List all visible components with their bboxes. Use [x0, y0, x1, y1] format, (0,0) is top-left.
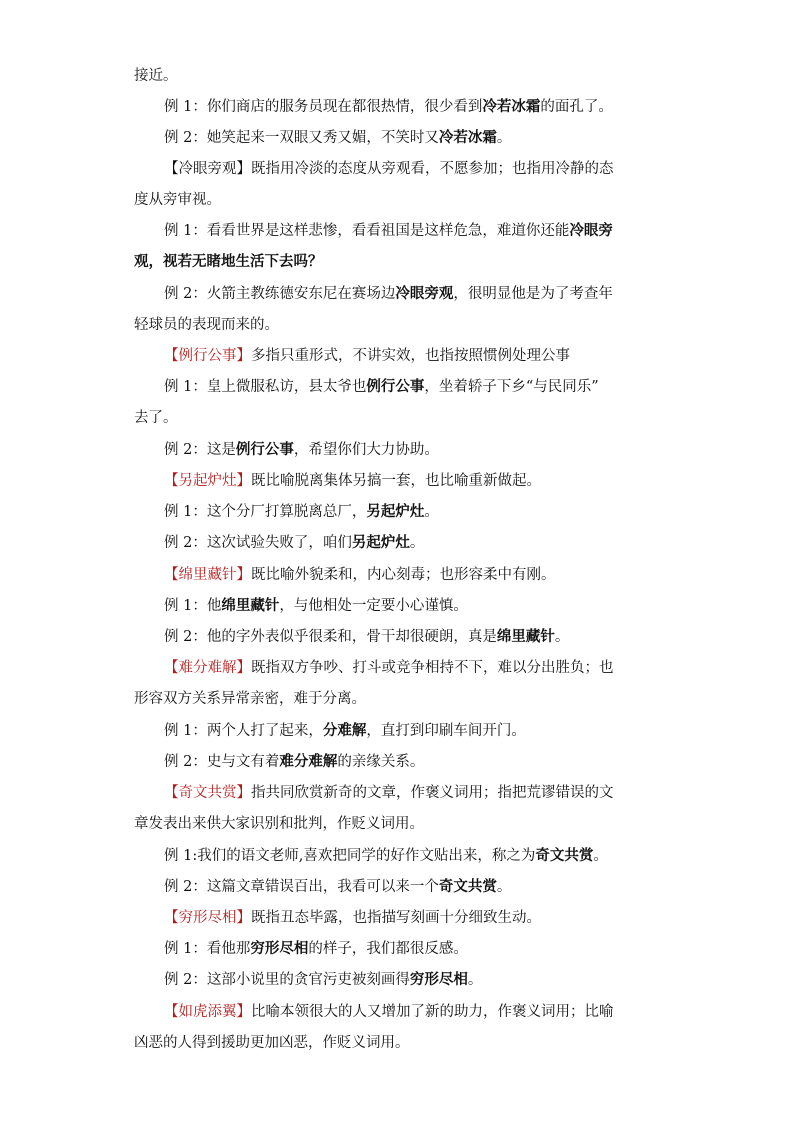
- text-run: 例 1：看看世界是这样悲惨，看看祖国是这样危急，难道你还能: [164, 223, 570, 239]
- text-run: ，坐着轿子下乡“与民同乐”: [424, 379, 599, 395]
- definition-line: [164, 908, 541, 928]
- text-run: 形容双方关系异常亲密，难于分离。: [134, 691, 366, 707]
- text-run: 。: [496, 130, 512, 146]
- text-run: ，直打到印刷车间开门。: [366, 723, 526, 739]
- idiom-highlight: 另起炉灶: [351, 534, 410, 551]
- idiom-highlight: 奇文共赏: [535, 847, 594, 864]
- definition-line: [134, 1033, 410, 1053]
- text-run: 。: [467, 972, 483, 988]
- text-run: 既比喻外貌柔和，内心刻毒；也形容柔中有刚。: [251, 567, 556, 583]
- idiom-term: 【难分难解】: [164, 660, 251, 676]
- example-line: [134, 408, 178, 428]
- text-run: 。: [496, 879, 512, 895]
- text-run: 多指只重形式，不讲实效，也指按照惯例处理公事: [251, 348, 570, 364]
- idiom-highlight: 冷若冰霜: [482, 98, 541, 115]
- example-line: [164, 939, 468, 959]
- definition-line: [164, 346, 570, 366]
- text-run: 既指丑态毕露，也指描写刻画十分细致生动。: [251, 910, 541, 926]
- example-line: [164, 502, 439, 522]
- idiom-term: 【例行公事】: [164, 348, 251, 364]
- text-run: 接近。: [134, 68, 178, 84]
- example-line: [164, 721, 526, 741]
- text-run: 例 1：你们商店的服务员现在都很热情，很少看到: [164, 99, 483, 115]
- paragraph-line: [134, 66, 178, 86]
- text-run: 例 2：他的字外表似乎很柔和，骨干却很硬朗，真是: [164, 629, 497, 645]
- example-line: [164, 533, 424, 553]
- example-line: [164, 877, 511, 897]
- example-line: [164, 627, 569, 647]
- text-run: 的样子，我们都很反感。: [308, 941, 468, 957]
- text-run: 例 1：看他那: [164, 941, 251, 957]
- text-run: 度从旁审视。: [134, 192, 221, 208]
- text-run: 例 2：这部小说里的贪官污吏被刻画得: [164, 972, 410, 988]
- example-line: [164, 284, 613, 304]
- text-run: 例 2：火箭主教练德安东尼在赛场边: [164, 286, 396, 302]
- text-run: 的面孔了。: [540, 99, 613, 115]
- text-run: 轻球员的表现而来的。: [134, 317, 279, 333]
- definition-line: [134, 190, 221, 210]
- text-run: 例 1：他: [164, 598, 222, 614]
- definition-line: [134, 814, 424, 834]
- text-run: ，很明显他是为了考查年: [453, 286, 613, 302]
- example-line: [164, 221, 613, 241]
- idiom-term: 【奇文共赏】: [164, 785, 251, 801]
- idiom-highlight: 例行公事: [366, 378, 425, 395]
- text-run: 例 1：这个分厂打算脱离总厂，: [164, 504, 367, 520]
- text-run: 例 1：皇上微服私访，县太爷也: [164, 379, 367, 395]
- text-run: 既比喻脱离集体另搞一套，也比喻重新做起。: [251, 473, 541, 489]
- idiom-highlight: 另起炉灶: [366, 503, 425, 520]
- idiom-highlight: 观: [134, 253, 149, 270]
- text-run: 指共同欣赏新奇的文章，作褒义词用；指把荒谬错误的文: [251, 785, 614, 801]
- example-line: [164, 128, 511, 148]
- idiom-highlight: 绵里藏针: [496, 628, 555, 645]
- idiom-term: 【另起炉灶】: [164, 473, 251, 489]
- text-run: 凶恶的人得到援助更加凶恶，作贬义词用。: [134, 1035, 410, 1051]
- text-run: 例 1:我们的语文老师,喜欢把同学的好作文贴出来，称之为: [164, 848, 536, 864]
- idiom-highlight: 难分难解: [279, 753, 338, 770]
- text-run: 既指双方争吵、打斗或竞争相持不下，难以分出胜负；也: [251, 660, 614, 676]
- text-run: 。: [409, 535, 425, 551]
- definition-line: [164, 1002, 614, 1022]
- text-run: 例 1：两个人打了起来，: [164, 723, 323, 739]
- definition-line: [134, 689, 366, 709]
- text-run: 例 2：这篇文章错误百出，我看可以来一个: [164, 879, 439, 895]
- idiom-highlight: 奇文共赏: [438, 878, 497, 895]
- example-line: [134, 315, 279, 335]
- idiom-highlight: 穷形尽相: [250, 940, 309, 957]
- idiom-term: 【如虎添翼】: [164, 1004, 251, 1020]
- text-run: 例 2：她笑起来一双眼又秀又媚，不笑时又: [164, 130, 439, 146]
- definition-line: [164, 783, 614, 803]
- definition-line: [164, 159, 614, 179]
- idiom-highlight: 冷若冰霜: [438, 129, 497, 146]
- example-line: [164, 377, 599, 397]
- example-line: [134, 252, 323, 272]
- example-line: [164, 846, 608, 866]
- idiom-highlight: 冷眼旁: [569, 222, 613, 239]
- text-run: ，视若无睹地生活下去吗？: [148, 253, 323, 270]
- example-line: [164, 752, 424, 772]
- text-run: 的亲缘关系。: [337, 754, 425, 770]
- example-line: [164, 97, 613, 117]
- idiom-highlight: 穷形尽相: [409, 971, 468, 988]
- text-run: 例 2：这是: [164, 442, 236, 458]
- example-line: [164, 970, 482, 990]
- definition-line: [164, 565, 556, 585]
- example-line: [164, 596, 468, 616]
- text-run: 例 2：史与文有着: [164, 754, 280, 770]
- idiom-highlight: 例行公事: [235, 441, 294, 458]
- text-run: 。: [554, 629, 570, 645]
- definition-line: [164, 658, 614, 678]
- text-run: 去了。: [134, 410, 178, 426]
- text-run: 比喻本领很大的人又增加了新的助力，作褒义词用；比喻: [251, 1004, 614, 1020]
- idiom-highlight: 分难解: [322, 722, 367, 739]
- text-run: ，与他相处一定要小心谨慎。: [279, 598, 468, 614]
- idiom-term: 【绵里藏针】: [164, 567, 251, 583]
- text-run: 例 2：这次试验失败了，咱们: [164, 535, 352, 551]
- definition-line: [164, 471, 541, 491]
- text-run: 。: [593, 848, 608, 864]
- text-run: 章发表出来供大家识别和批判，作贬义词用。: [134, 816, 424, 832]
- idiom-highlight: 冷眼旁观: [395, 285, 454, 302]
- idiom-term: 【穷形尽相】: [164, 910, 251, 926]
- example-line: [164, 440, 439, 460]
- text-run: ，希望你们大力协助。: [293, 442, 439, 458]
- text-run: 【冷眼旁观】既指用冷淡的态度从旁观看，不愿参加；也指用冷静的态: [164, 161, 614, 177]
- text-run: 。: [424, 504, 439, 520]
- idiom-highlight: 绵里藏针: [221, 597, 280, 614]
